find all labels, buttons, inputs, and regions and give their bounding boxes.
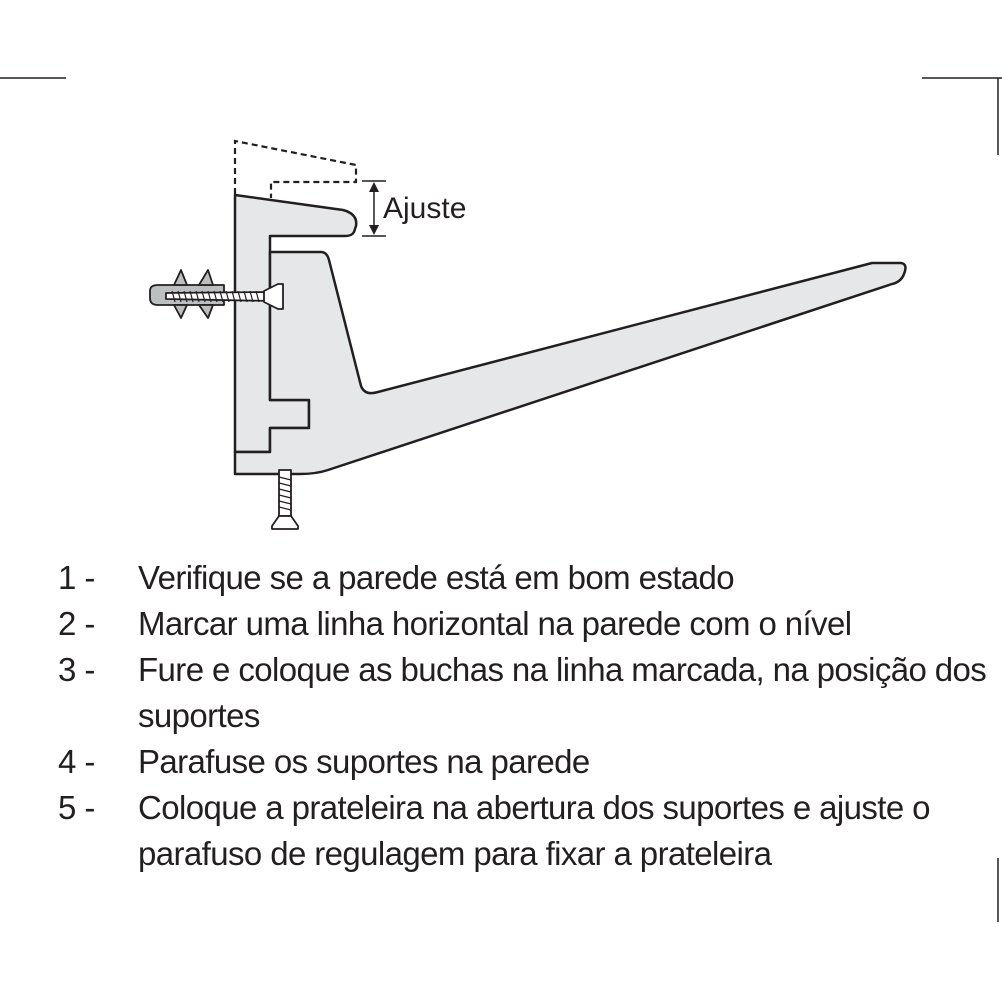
step-text: Marcar uma linha horizontal na parede com o nível [138,605,852,642]
adjustment-screw-head [272,516,298,529]
step-text: Fure e coloque as buchas na linha marcada, na posição dos suportes [138,651,987,734]
step-text: Coloque a prateleira na abertura dos suportes e ajuste o parafuso de regulagem para fixar a prateleira [138,789,930,872]
step-1 [58,555,988,601]
adjust-label: Ajuste [383,192,467,225]
adjustment-screw [272,470,298,529]
step-text: Verifique se a parede está em bom estado [138,559,735,596]
step-5 [58,785,988,877]
step-text: Parafuse os suportes na parede [138,743,590,780]
step-number: 4 - [58,743,95,780]
step-3 [58,647,988,739]
step-number: 1 - [58,559,95,596]
bracket-arm [235,252,905,474]
step-number: 3 - [58,651,95,688]
step-number: 2 - [58,605,95,642]
step-4 [58,739,988,785]
adjust-range-outline [235,141,356,198]
instruction-steps [58,555,988,877]
step-2 [58,601,988,647]
step-number: 5 - [58,789,95,826]
